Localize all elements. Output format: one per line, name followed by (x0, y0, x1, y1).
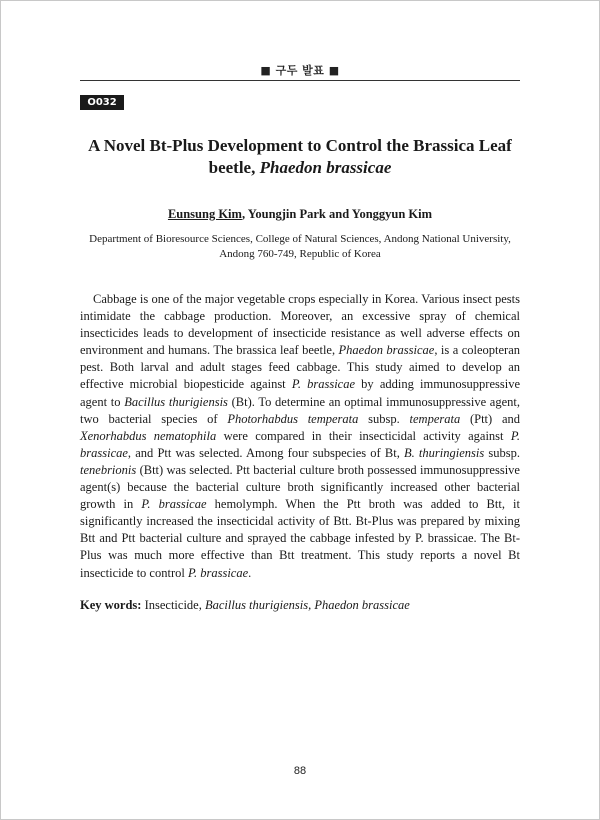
abstract-italic-term: temperata (409, 411, 461, 426)
author-list (80, 207, 520, 222)
title-species: Phaedon brassicae (259, 158, 392, 177)
affiliation: Department of Bioresource Sciences, College of Natural Sciences, Andong National University, Andong 760-749, Republic of Korea (89, 233, 511, 260)
abstract-text: by adding immunosuppressive agent to (80, 377, 521, 409)
abstract-italic-term: Phaedon brassicae (338, 343, 435, 358)
keywords-label: Key words: (80, 598, 142, 612)
abstract-text: subsp. (484, 445, 520, 460)
abstract-text: , is a coleopteran pest. Both larval and adult stages feed cabbage. This study aimed to develop an effective microbial biopesticide against (80, 343, 520, 392)
abstract-italic-term: Xenorhabdus nematophila (80, 428, 217, 443)
page-number: 88 (293, 765, 307, 777)
abstract-text: Cabbage is one of the major vegetable crops especially in Korea. Various insect pests intimidate the cabbage production. Moreover, an excessive spray of chemical insecticides leads to development of insecticide resistance as well adverse effects on environment and humans. The brassica leaf beetle, (80, 292, 520, 358)
abstract-text: were compared in their insecticidal activity against (216, 428, 511, 443)
abstract-text: (Ptt) and (460, 411, 520, 426)
section-header: ■ 구두 발표 ■ (260, 64, 340, 77)
keywords (80, 597, 520, 614)
abstract-text: (Bt). To determine an optimal immunosuppressive agent, two bacterial species of (80, 394, 521, 426)
presenting-author: Eunsung Kim (167, 207, 242, 221)
abstract-text: subsp. (358, 411, 410, 426)
paper-title (80, 135, 520, 179)
keywords-italic: Bacillus thurigiensis, Phaedon brassicae (204, 598, 410, 612)
abstract-text: (Btt) was selected. Ptt bacterial culture broth possessed immunosuppressive agent(s) because the bacterial culture broth significantly increased other bacterial growth in (80, 462, 520, 512)
abstract-body (80, 291, 520, 582)
abstract-italic-term: B. thuringiensis (404, 445, 485, 460)
abstract-italic-term: Photorhabdus temperata (227, 411, 359, 426)
co-authors: , Youngjin Park and Yonggyun Kim (241, 207, 433, 221)
abstract-italic-term: P. brassicae (291, 377, 356, 392)
abstract-text: . (248, 565, 252, 580)
abstract-italic-term: Bacillus thurigiensis (124, 394, 228, 409)
title-text: A Novel Bt-Plus Development to Control the Brassica Leaf beetle, (88, 136, 512, 177)
abstract-text: hemolymph. When the Ptt broth was added to Btt, it significantly increased the insecticidal activity of Btt. Bt-Plus was prepared by mixing Btt and Ptt bacterial culture and sprayed the cabbage infested by P. brassicae. The Bt-Plus was much more effective than Btt treatment. This study reports a novel Bt insecticide to control (80, 497, 520, 580)
abstract-text: , and Ptt was selected. Among four subspecies of Bt, (127, 445, 404, 460)
abstract-italic-term: P. brassicae (141, 497, 207, 512)
abstract-italic-term: P. brassicae (187, 565, 249, 580)
abstract-italic-term: tenebrionis (80, 462, 137, 477)
header-divider (80, 80, 520, 81)
abstract-italic-term: P. brassicae (80, 428, 521, 460)
abstract-code-badge: O032 (80, 95, 124, 110)
keywords-plain: Insecticide, (141, 598, 205, 612)
